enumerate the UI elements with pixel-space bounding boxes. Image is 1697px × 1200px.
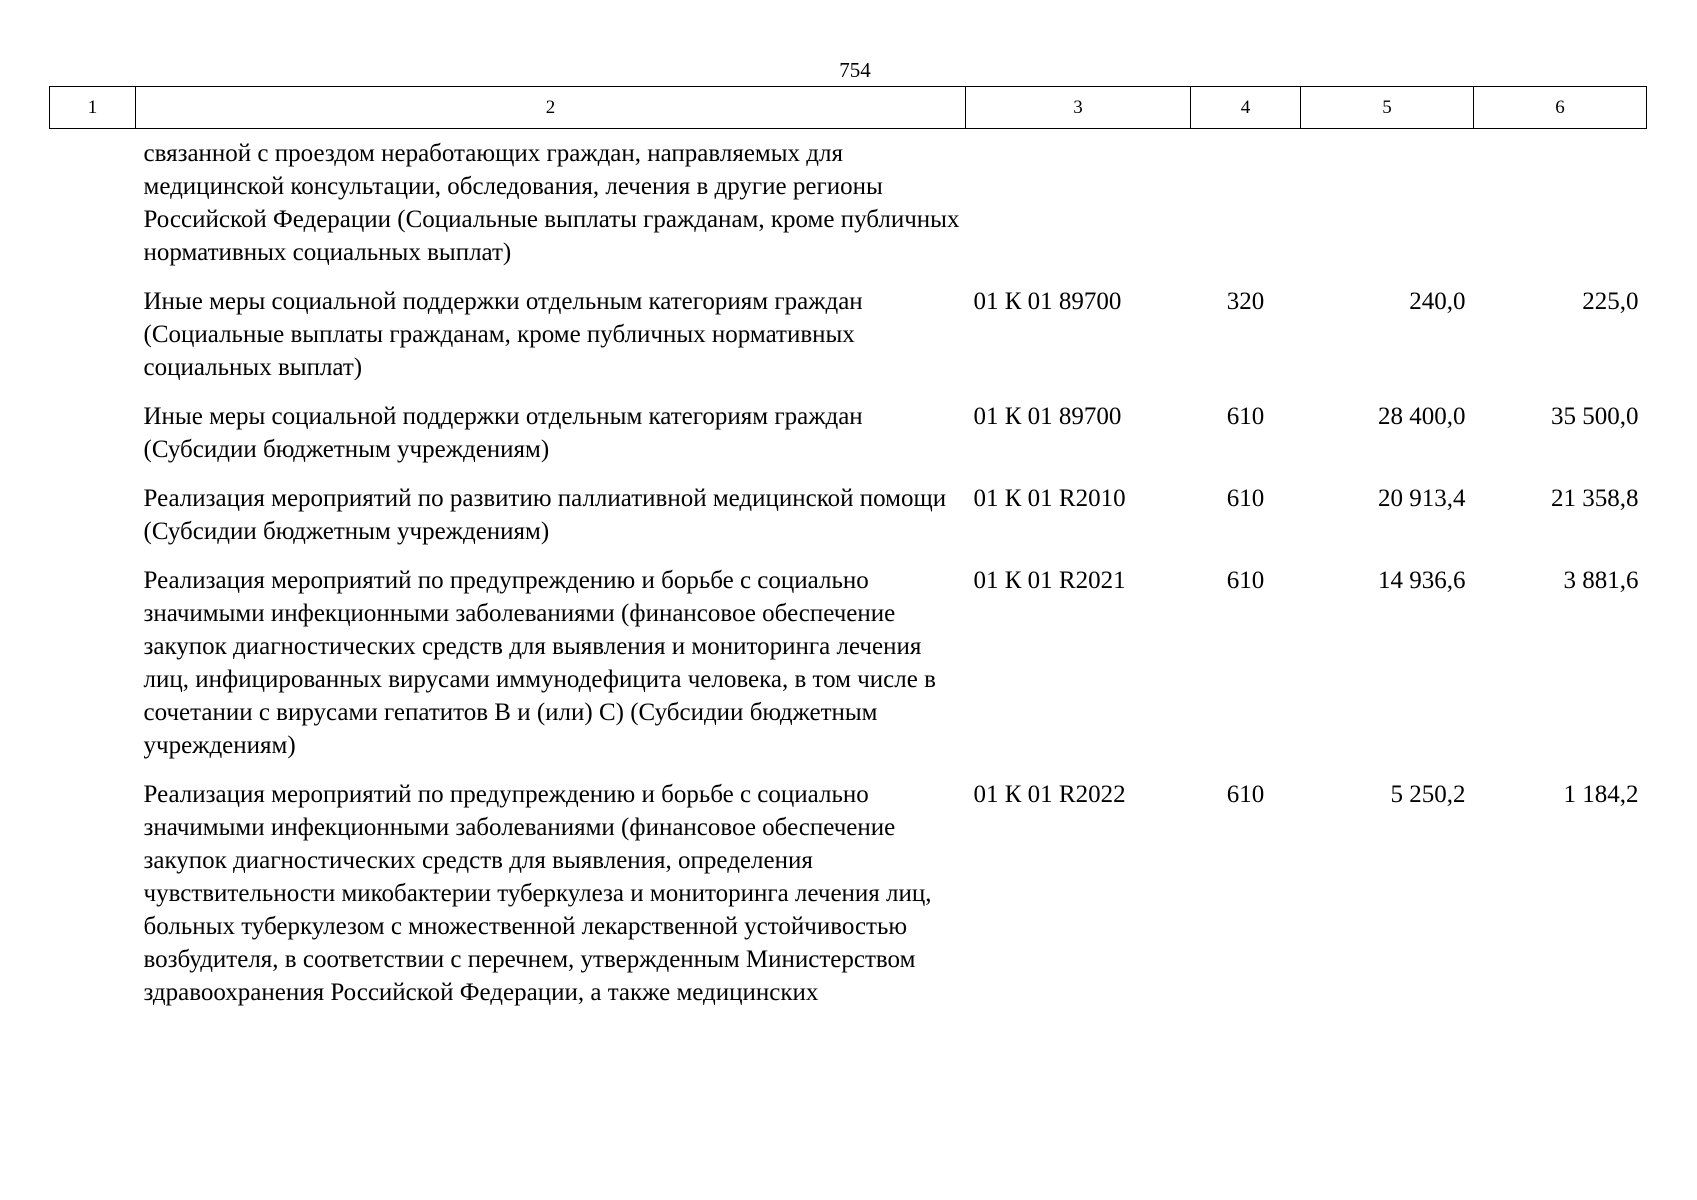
row-name: Иные меры социальной поддержки отдельным категориям граждан (Социальные выплаты гражданам, кроме публичных нормативных социальных выплат) (143, 288, 863, 381)
row-code: 01 К 01 R2022 (973, 781, 1126, 808)
row-name: связанной с проездом неработающих граждан, направляемых для медицинской консультации, обследования, лечения в другие регионы Российской Федерации (Социальные выплаты гражданам, кроме публичных нормативных социальных выплат) (143, 140, 960, 266)
row-name: Иные меры социальной поддержки отдельным категориям граждан (Субсидии бюджетным учреждениям) (143, 403, 863, 463)
table-body (50, 129, 1647, 1026)
page-number: 754 (839, 58, 871, 82)
row-sum-1: 20 913,4 (1378, 485, 1466, 512)
header-col-3: 3 (966, 87, 1191, 129)
header-col-1: 1 (50, 87, 136, 129)
row-vr: 610 (1226, 485, 1265, 512)
row-vr (1191, 129, 1301, 286)
table-header (50, 87, 1647, 129)
row-sum-2 (1474, 129, 1647, 286)
table-row (50, 400, 1647, 482)
row-sum-2: 35 500,0 (1551, 403, 1639, 430)
row-sum-2: 1 184,2 (1563, 781, 1639, 808)
row-sum-2: 21 358,8 (1551, 485, 1639, 512)
row-sum-1 (1301, 129, 1474, 286)
table-row (50, 564, 1647, 778)
row-vr: 610 (1226, 567, 1265, 594)
header-col-5: 5 (1301, 87, 1474, 129)
row-code: 01 К 01 89700 (973, 403, 1122, 430)
row-vr: 610 (1226, 781, 1265, 808)
row-vr: 610 (1226, 403, 1265, 430)
table-row (50, 285, 1647, 400)
header-row (50, 87, 1647, 129)
row-name: Реализация мероприятий по развитию паллиативной медицинской помощи (Субсидии бюджетным учреждениям) (143, 485, 947, 545)
row-code: 01 К 01 R2010 (973, 485, 1126, 512)
row-sum-1: 14 936,6 (1378, 567, 1466, 594)
row-name: Реализация мероприятий по предупреждению и борьбе с социально значимыми инфекционными заболеваниями (финансовое обеспечение закупок диагностических средств для выявления и мониторинга лечения лиц, инфицированных вирусами иммунодефицита человека, в том числе в сочетании с вирусами гепатитов В и (или) С) (Субсидии бюджетным учреждениям) (143, 567, 936, 759)
header-col-6: 6 (1474, 87, 1647, 129)
row-sum-1: 5 250,2 (1390, 781, 1466, 808)
row-sum-2: 3 881,6 (1563, 567, 1639, 594)
header-col-4: 4 (1191, 87, 1301, 129)
header-col-2: 2 (136, 87, 966, 129)
row-name: Реализация мероприятий по предупреждению и борьбе с социально значимыми инфекционными заболеваниями (финансовое обеспечение закупок диагностических средств для выявления, определения чувствительности микобактерии туберкулеза и мониторинга лечения лиц, больных туберкулезом с множественной лекарственной устойчивостью возбудителя, в соответствии с перечнем, утвержденным Министерством здравоохранения Российской Федерации, а также медицинских (143, 781, 932, 1006)
row-code: 01 К 01 R2021 (973, 567, 1126, 594)
row-code (966, 129, 1191, 286)
table-row (50, 778, 1647, 1025)
table-row (50, 482, 1647, 564)
row-sum-1: 240,0 (1409, 288, 1466, 315)
table-row (50, 129, 1647, 286)
row-vr: 320 (1226, 288, 1265, 315)
row-sum-2: 225,0 (1582, 288, 1639, 315)
budget-table (49, 86, 1647, 1025)
row-code: 01 К 01 89700 (973, 288, 1122, 315)
row-sum-1: 28 400,0 (1378, 403, 1466, 430)
